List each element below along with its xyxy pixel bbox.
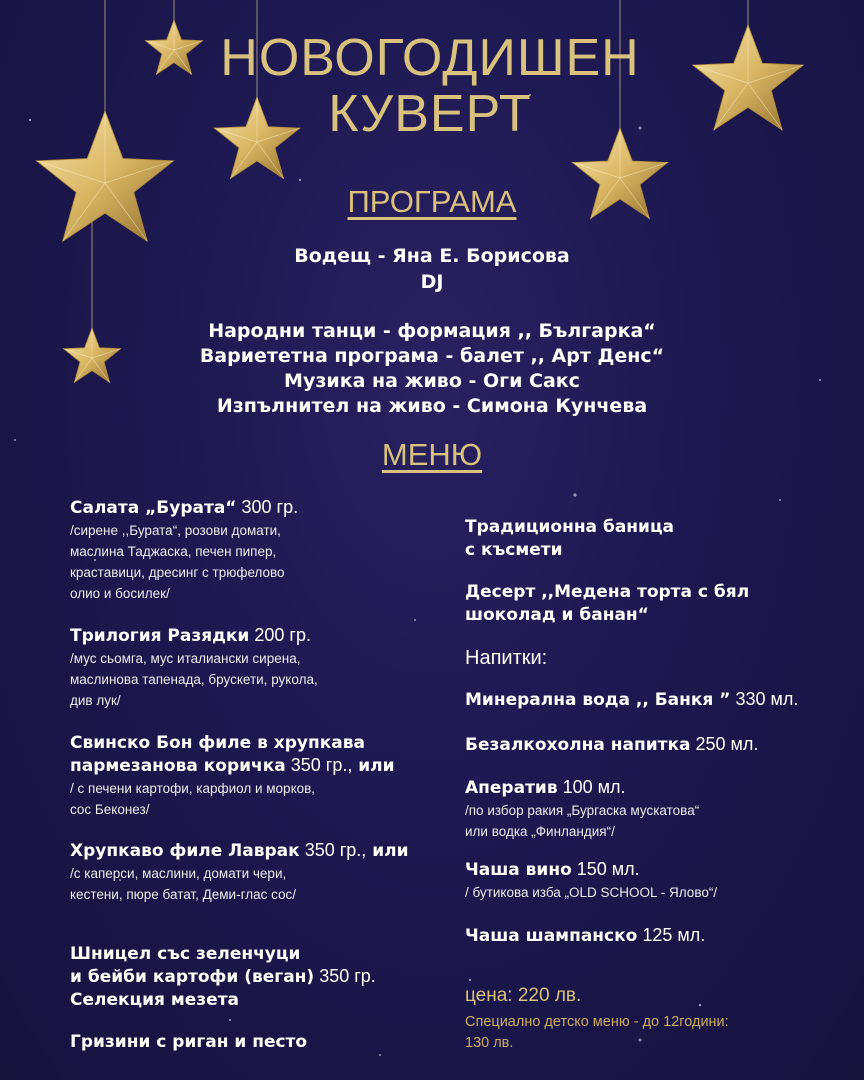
item-quantity: 300 гр. [236,497,299,517]
drink-quantity: 150 мл. [571,859,640,879]
drink-name: Чаша шампанско [465,926,638,946]
drink-name: Безалкохолна напитка [465,735,691,755]
menu-item [70,924,376,989]
item-quantity: 350 гр., [299,840,367,860]
item-or: или [352,756,395,776]
item-name: Хрупкаво филе Лаврак [70,841,300,861]
menu-item [70,625,318,711]
item-quantity: 200 гр. [249,625,311,645]
price: цена: 220 лв. [465,985,582,1006]
item-name: Трилогия Разядки [70,626,250,646]
drink-description: /по избор ракия „Бургаска мускатова“ или водка „Финландия“/ [465,803,700,839]
item-description: / с печени картофи, карфиол и морков, сос Беконез/ [70,781,316,817]
drink-item [465,777,699,842]
item-name: Селекция мезета [70,990,240,1010]
drink-quantity: 250 мл. [690,734,759,754]
item-name: Десерт ,,Медена торта с бял шоколад и банан“ [465,582,750,625]
drink-item [465,925,705,948]
program-act-1: Народни танци - формация ,, Българка“ [208,320,656,342]
menu-item [70,497,298,604]
menu-item [70,989,239,1012]
program-host: Водещ - Яна Е. Борисова [294,245,570,267]
drinks-heading: Напитки: [465,647,548,669]
item-name: Традиционна баница с късмети [465,517,675,560]
menu-item [70,732,395,820]
kids-menu-note: Специално детско меню - до 12години: 130 лв. [465,1014,729,1051]
program-act-2: Вариететна програма - балет ,, Арт Денс“ [199,345,665,367]
drink-description: / бутикова изба „OLD SCHOOL - Ялово“/ [465,885,718,900]
drink-quantity: 330 мл. [730,689,799,709]
menu-item [70,1031,307,1054]
item-quantity: 350 гр. [314,966,376,986]
item-name: Свинско Бон филе в хрупкава пармезанова коричка [70,733,365,776]
drink-name: Чаша вино [465,860,572,880]
menu-item [465,562,749,627]
drink-item [465,689,798,712]
drink-item [465,734,758,757]
item-description: /мус сьомга, мус италиански сирена, маслинова тапенада, брускети, рукола, див лук/ [70,651,318,708]
title-line-2: КУВЕРТ [328,85,532,143]
item-description: /сирене ,,Бурата“, розови домати, маслина Таджаска, печен пипер, краставици, дресинг с трюфелово олио и босилек/ [70,523,285,601]
drink-quantity: 125 мл. [637,925,706,945]
menu-item [70,840,409,905]
item-description: /с каперси, маслини, домати чери, кестени, пюре батат, Деми-глас сос/ [70,866,297,902]
program-dj: DJ [420,271,444,293]
drink-item [465,859,717,903]
item-name: Салата „Бурата“ [70,498,237,518]
item-name: Шницел със зеленчуци и бейби картофи (веган) [70,944,315,987]
item-name: Гризини с риган и песто [70,1032,308,1052]
program-title: ПРОГРАМА [347,184,517,219]
item-quantity: 350 гр., [285,755,353,775]
menu-item [465,497,674,562]
program-act-4: Изпълнител на живо - Симона Кунчева [216,395,648,417]
drink-quantity: 100 мл. [557,777,626,797]
drink-name: Минерална вода ,, Банкя ” [465,690,731,710]
title-line-1: НОВОГОДИШЕН [220,29,640,87]
menu-title: МЕНЮ [381,437,483,472]
item-or: или [366,841,409,861]
drink-name: Аператив [465,778,558,798]
program-act-3: Музика на живо - Оги Сакс [284,370,580,392]
